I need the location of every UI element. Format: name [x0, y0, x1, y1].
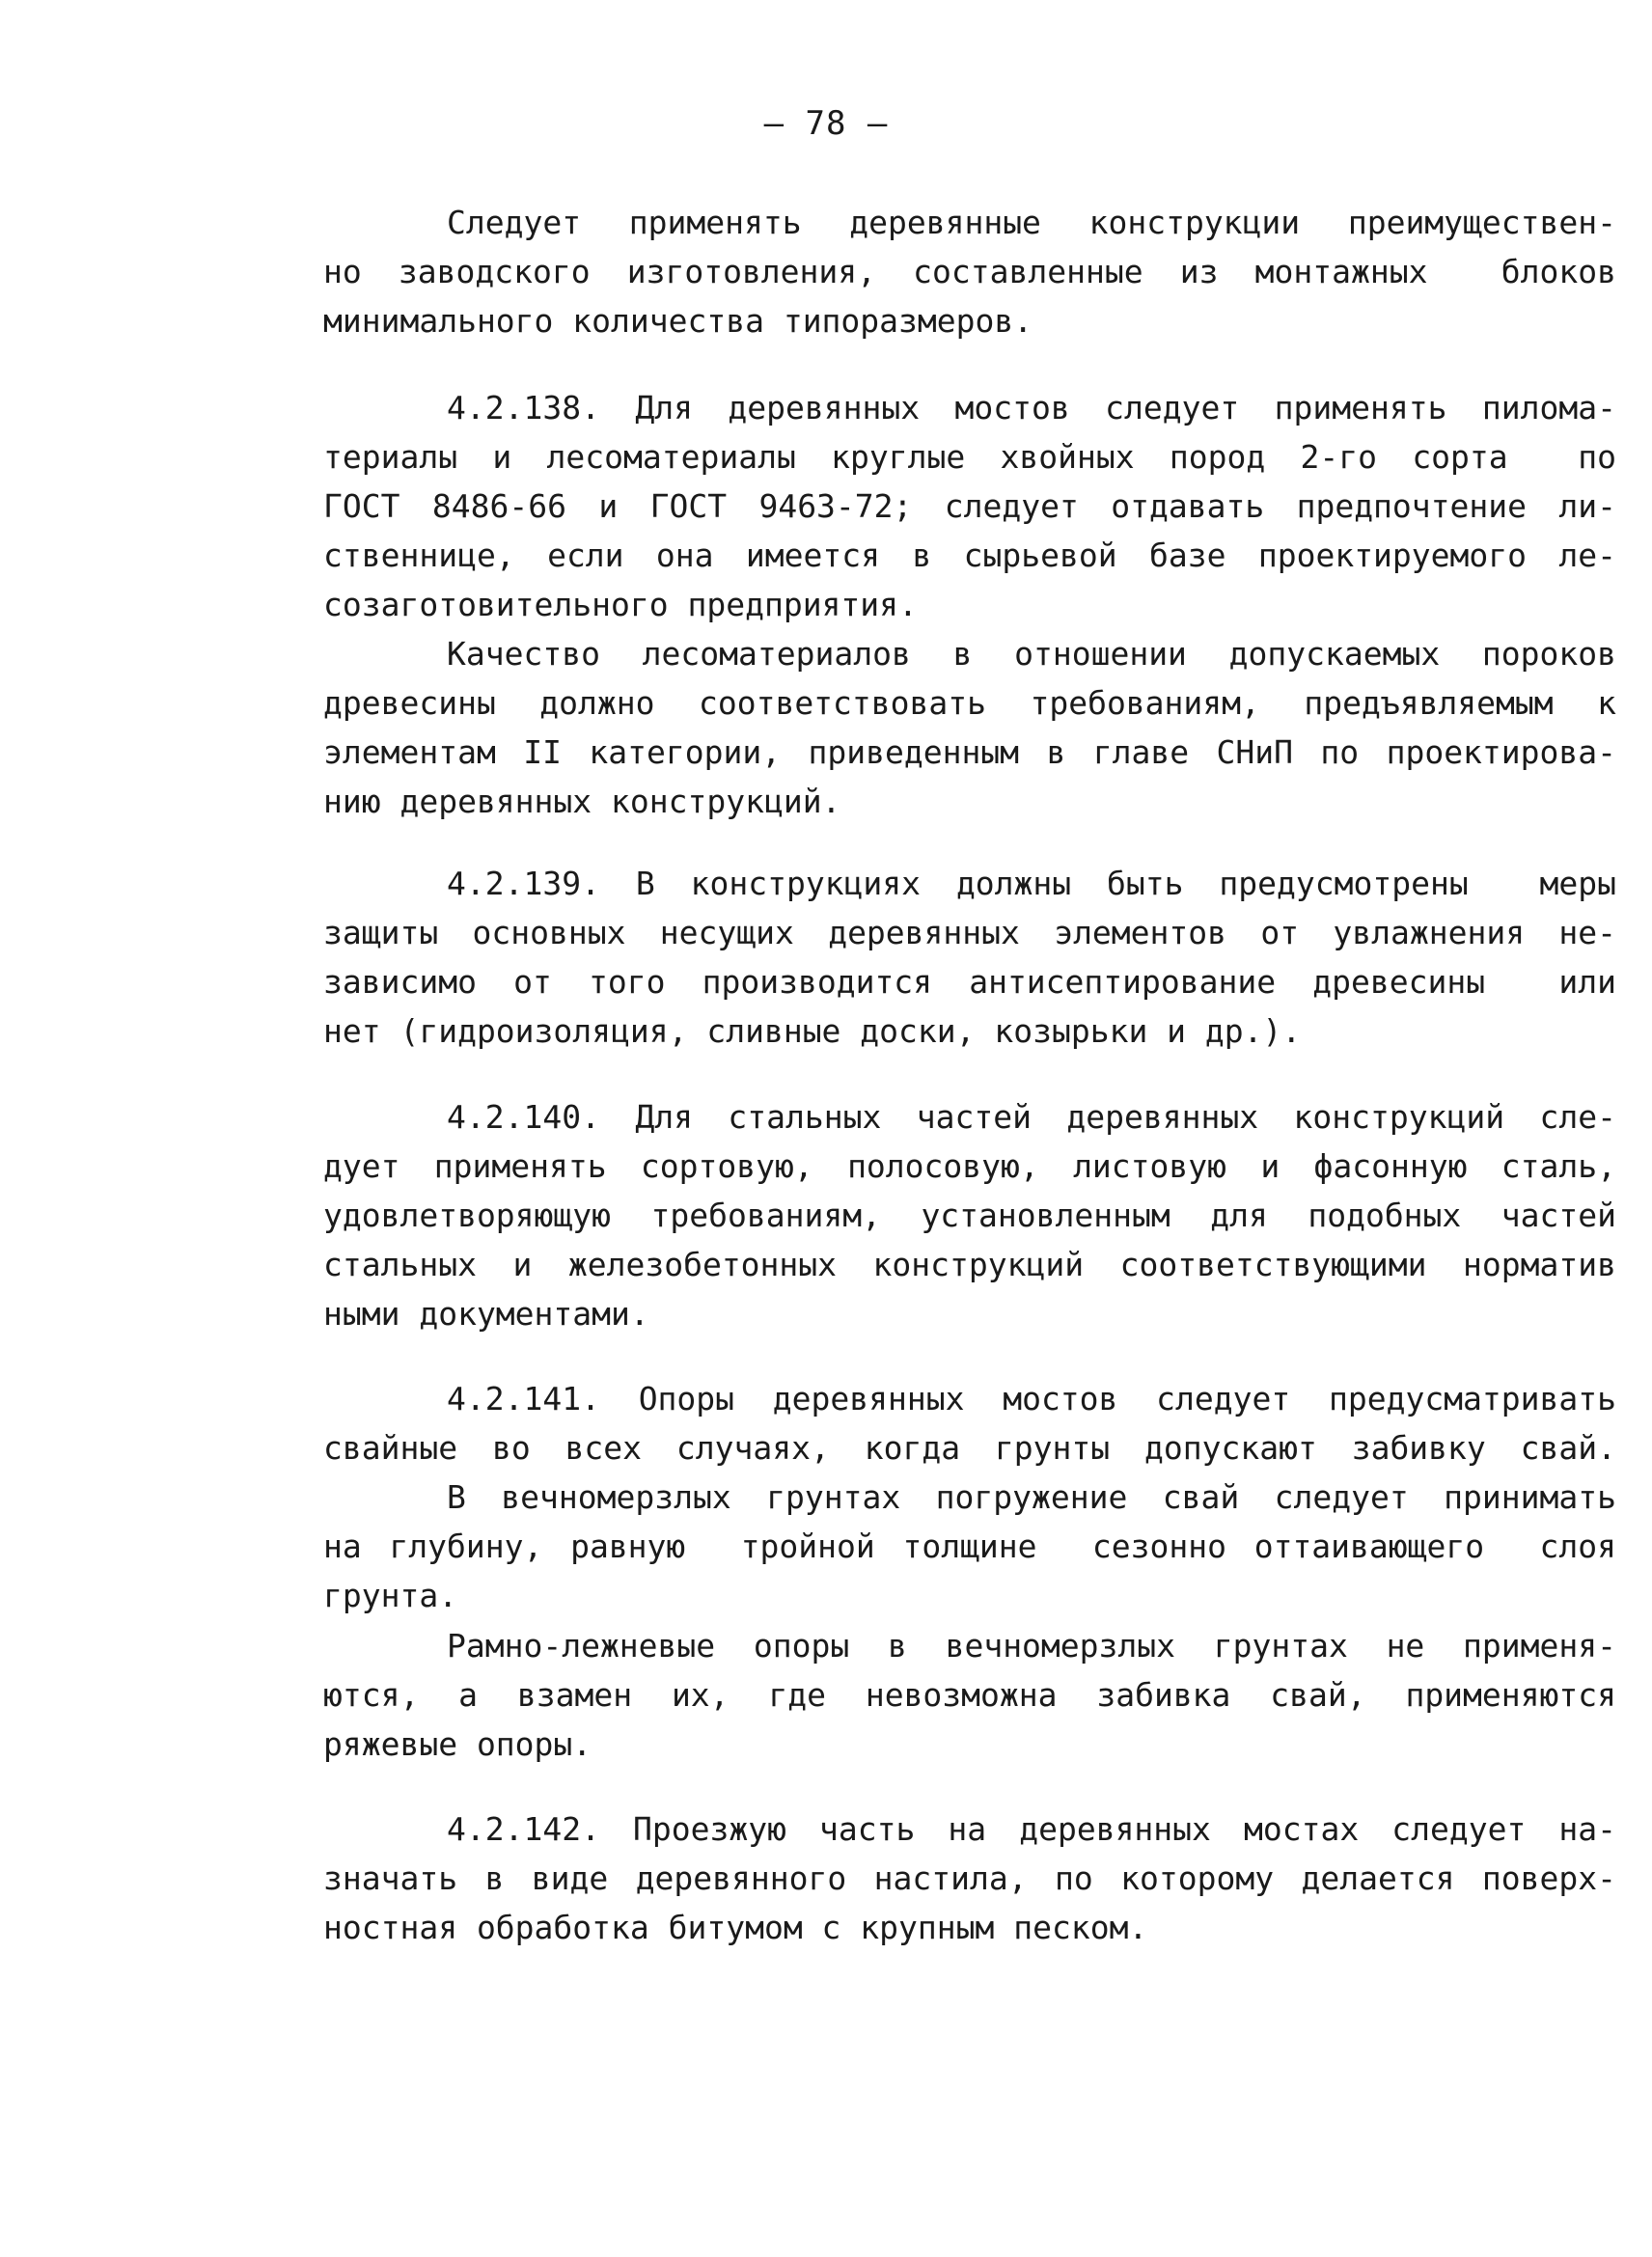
paragraph — [323, 383, 1616, 629]
text-line: созаготовительного предприятия. — [323, 586, 918, 623]
text-line: на глубину, равную тройной толщине сезонно оттаивающего слоя — [323, 1528, 1616, 1565]
text-line: 4.2.140. Для стальных частей деревянных конструкций сле- — [447, 1098, 1616, 1136]
paragraph — [323, 198, 1616, 345]
text-line: ностная обработка битумом с крупным песком. — [323, 1909, 1148, 1946]
text-line: ГОСТ 8486-66 и ГОСТ 9463-72; следует отдавать предпочтение ли- — [323, 487, 1616, 525]
text-line: нет (гидроизоляция, сливные доски, козырьки и др.). — [323, 1012, 1302, 1050]
text-line: Качество лесоматериалов в отношении допускаемых пороков — [447, 635, 1616, 673]
text-line: древесины должно соответствовать требованиям, предъявляемым к — [323, 684, 1616, 722]
text-line: элементам II категории, приведенным в главе СНиП по проектирова- — [323, 733, 1616, 771]
text-line: Рамно-лежневые опоры в вечномерзлых грунтах не применя- — [447, 1627, 1616, 1665]
text-line: ются, а взамен их, где невозможна забивка свай, применяются — [323, 1676, 1616, 1714]
text-line: стальных и железобетонных конструкций соответствующими норматив — [323, 1246, 1616, 1283]
text-line: ряжевые опоры. — [323, 1725, 592, 1763]
text-line: териалы и лесоматериалы круглые хвойных пород 2-го сорта по — [323, 438, 1616, 476]
text-line: 4.2.139. В конструкциях должны быть предусмотрены меры — [447, 865, 1616, 902]
paragraph — [323, 1621, 1616, 1769]
text-line: Следует применять деревянные конструкции преимуществен- — [447, 204, 1616, 241]
text-line: ственнице, если она имеется в сырьевой базе проектируемого ле- — [323, 537, 1616, 574]
text-line: значать в виде деревянного настила, по которому делается поверх- — [323, 1859, 1616, 1897]
paragraph — [323, 1092, 1616, 1338]
text-line: но заводского изготовления, составленные из монтажных блоков — [323, 253, 1616, 290]
paragraph — [323, 1804, 1616, 1952]
text-line: 4.2.138. Для деревянных мостов следует применять пилома- — [447, 389, 1616, 427]
paragraph — [323, 859, 1616, 1056]
paragraph — [323, 1374, 1616, 1473]
paragraph — [323, 1473, 1616, 1620]
text-line: свайные во всех случаях, когда грунты допускают забивку свай. — [323, 1429, 1616, 1467]
text-line: удовлетворяющую требованиям, установленным для подобных частей — [323, 1197, 1616, 1234]
text-line: В вечномерзлых грунтах погружение свай следует принимать — [447, 1478, 1616, 1516]
text-line: зависимо от того производится антисептирование древесины или — [323, 963, 1616, 1001]
text-line: ными документами. — [323, 1295, 649, 1333]
text-line: минимального количества типоразмеров. — [323, 302, 1033, 340]
text-line: 4.2.141. Опоры деревянных мостов следует предусматривать — [447, 1380, 1616, 1418]
page-number: — 78 — — [763, 104, 889, 143]
text-line: защиты основных несущих деревянных элементов от увлажнения не- — [323, 914, 1616, 951]
text-line: дует применять сортовую, полосовую, листовую и фасонную сталь, — [323, 1147, 1616, 1185]
text-line: грунта. — [323, 1577, 458, 1614]
text-line: 4.2.142. Проезжую часть на деревянных мостах следует на- — [447, 1810, 1616, 1848]
text-line: нию деревянных конструкций. — [323, 783, 841, 820]
paragraph — [323, 629, 1616, 826]
